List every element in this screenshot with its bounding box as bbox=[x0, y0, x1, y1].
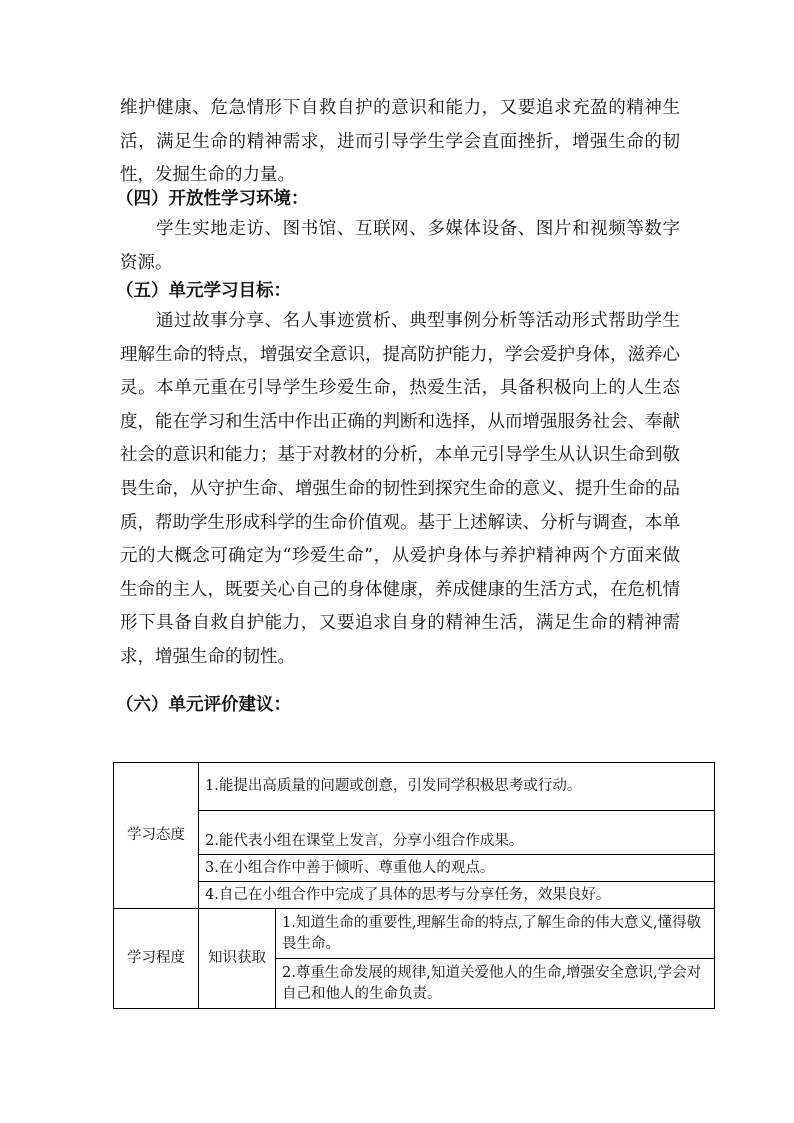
heading-open-learning-environment: （四）开放性学习环境： bbox=[116, 189, 309, 209]
subcategory-knowledge-acquisition: 知识获取 bbox=[199, 909, 276, 1009]
evaluation-table bbox=[113, 762, 715, 1009]
table-row bbox=[114, 909, 715, 959]
table-row bbox=[114, 882, 715, 909]
heading-unit-evaluation: （六）单元评价建议： bbox=[116, 695, 291, 715]
paragraph-unit-goals: 通过故事分享、名人事迹赏析、典型事例分析等活动形式帮助学生理解生命的特点，增强安全意识，提高防护能力，学会爱护身体，滋养心灵。本单元重在引导学生珍爱生命，热爱生活，具备积极向上的人生态度，能在学习和生活中作出正确的判断和选择，从而增强服务社会、奉献社会的意识和能力；基于对教材的分析，本单元引导学生从认识生命到敬畏生命，从守护生命、增强生命的韧性到探究生命的意义、提升生命的品质，帮助学生形成科学的生命价值观。基于上述解读、分析与调查，本单元的大概念可确定为“珍爱生命”，从爱护身体与养护精神两个方面来做生命的主人，既要关心自己的身体健康，养成健康的生活方式，在危机情形下具备自救自护能力，又要追求自身的精神生活，满足生命的精神需求，增强生命的韧性。 bbox=[120, 311, 680, 667]
table-row bbox=[114, 763, 715, 811]
paragraph-health-awareness: 维护健康、危急情形下自救自护的意识和能力，又要追求充盈的精神生活，满足生命的精神需求，进而引导学生学会直面挫折，增强生命的韧性，发掘生命的力量。 bbox=[120, 98, 680, 186]
attitude-item-4: 4.自己在小组合作中完成了具体的思考与分享任务，效果良好。 bbox=[199, 882, 715, 909]
paragraph-learning-resources: 学生实地走访、图书馆、互联网、多媒体设备、图片和视频等数字资源。 bbox=[120, 219, 680, 273]
knowledge-item-2: 2.尊重生命发展的规律,知道关爱他人的生命,增强安全意识,学会对自己和他人的生命负责。 bbox=[276, 959, 715, 1009]
table-row bbox=[114, 855, 715, 882]
table-row bbox=[114, 811, 715, 855]
category-learning-attitude: 学习态度 bbox=[114, 763, 199, 909]
knowledge-item-1: 1.知道生命的重要性,理解生命的特点,了解生命的伟大意义,懂得敬畏生命。 bbox=[276, 909, 715, 959]
heading-unit-learning-goals: （五）单元学习目标： bbox=[116, 281, 291, 301]
attitude-item-2: 2.能代表小组在课堂上发言，分享小组合作成果。 bbox=[199, 811, 715, 855]
category-learning-degree: 学习程度 bbox=[114, 909, 199, 1009]
attitude-item-1: 1.能提出高质量的问题或创意，引发同学积极思考或行动。 bbox=[199, 763, 715, 811]
attitude-item-3: 3.在小组合作中善于倾听、尊重他人的观点。 bbox=[199, 855, 715, 882]
